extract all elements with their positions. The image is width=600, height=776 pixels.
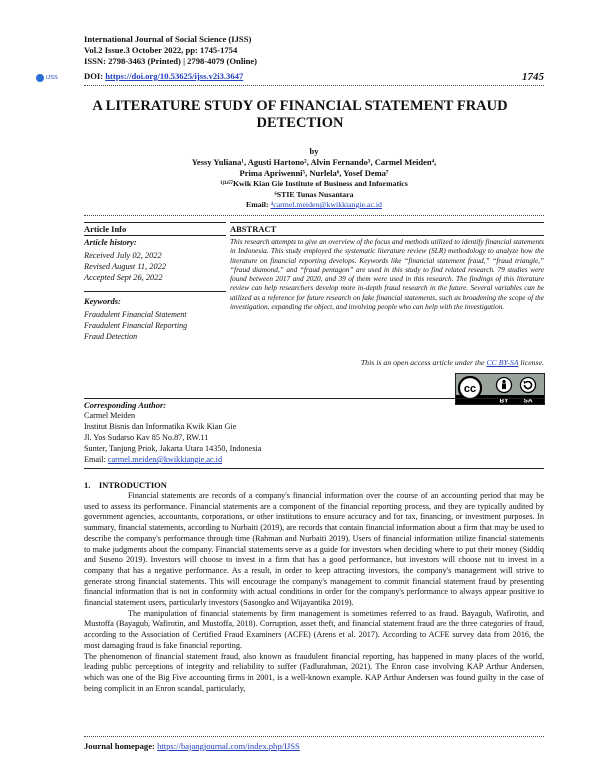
cc-logo-text: cc bbox=[463, 383, 477, 395]
affiliation-1: ¹ʲ³ʴ⁵⁷Kwik Kian Gie Institute of Business and Informatics bbox=[220, 179, 408, 188]
article-info-heading: Article Info bbox=[84, 224, 127, 234]
homepage-link[interactable]: https://bajangjournal.com/index.php/IJSS bbox=[157, 741, 300, 751]
keyword-3: Fraud Detection bbox=[84, 332, 138, 341]
journal-homepage-line bbox=[84, 741, 300, 751]
cc-by-label: BY bbox=[499, 397, 509, 404]
section-heading-introduction: 1. INTRODUCTION bbox=[84, 480, 167, 490]
intro-body bbox=[84, 491, 544, 694]
header-divider bbox=[84, 85, 544, 86]
by-person-head bbox=[502, 380, 505, 383]
doi-label: DOI: bbox=[84, 71, 106, 81]
received-date: Received July 02, 2022 bbox=[84, 251, 162, 260]
corresponding-name: Carmel Meiden bbox=[84, 411, 136, 420]
journal-issn: ISSN: 2798-3463 (Printed) | 2798-4079 (Online) bbox=[84, 56, 258, 66]
email-label: Email: bbox=[246, 200, 271, 209]
corresponding-institution: Institut Bisnis dan Informatika Kwik Kian Gie bbox=[84, 422, 237, 431]
corresponding-address-2: Sunter, Tanjung Priok, Jakarta Utara 14350, Indonesia bbox=[84, 444, 262, 453]
keyword-2: Fraudulent Financial Reporting bbox=[84, 321, 188, 330]
abstract-heading: ABSTRACT bbox=[230, 224, 277, 234]
page-number: 1745 bbox=[522, 71, 544, 83]
abstract-bottom-rule bbox=[84, 398, 544, 399]
authors-line-1: Yessy Yuliana¹, Agusti Hartono², Alvin Fernando³, Carmel Meiden⁴, bbox=[191, 157, 437, 167]
by-label: by bbox=[309, 146, 319, 156]
article-info-top-rule bbox=[84, 222, 226, 223]
corresponding-email-label: Email: bbox=[84, 455, 108, 464]
footer-divider bbox=[84, 736, 544, 737]
paper-title: A LITERATURE STUDY OF FINANCIAL STATEMENT FRAUD DETECTION bbox=[92, 98, 508, 131]
cc-license-link[interactable]: CC BY-SA bbox=[486, 358, 519, 367]
authors-line-2: Prima Apriwenni⁵, Nurlela⁶, Yosef Dema⁷ bbox=[239, 168, 389, 178]
author-email-link[interactable]: ⁴carmel.meiden@kwikkiangie.ac.id bbox=[270, 200, 382, 209]
keyword-1: Fraudulent Financial Statement bbox=[84, 310, 187, 319]
keywords-rule bbox=[84, 291, 226, 292]
authors-divider bbox=[84, 215, 544, 216]
journal-volume: Vol.2 Issue.3 October 2022, pp: 1745-1754 bbox=[84, 45, 238, 55]
revised-date: Revised August 11, 2022 bbox=[84, 262, 167, 271]
by-person-body bbox=[502, 384, 506, 390]
article-info-sub-rule bbox=[84, 235, 226, 236]
intro-paragraph-3: The phenomenon of financial statement fraud, also known as fraudulent financial reporting, has happened in many places of the world, leading public perceptions of integrity and reliability to suffer (Fadlurahman, 2021). The Enron case involving KAP Arthur Andersen, which was one of the Big Five accounting firms in 2001, is a well-known example. KAP Arthur Andersen was found guilty in the case of being complicit in an Enron scandal, particularly, bbox=[84, 651, 544, 693]
journal-name: International Journal of Social Science (IJSS) bbox=[84, 34, 252, 44]
keywords-label: Keywords: bbox=[84, 296, 121, 306]
corresponding-address-1: Jl. Yos Sudarso Kav 85 No.87, RW.11 bbox=[84, 433, 209, 442]
corresponding-email-line bbox=[84, 455, 544, 465]
corresponding-bottom-rule bbox=[84, 468, 544, 469]
abstract-sub-rule bbox=[230, 235, 544, 236]
oa-prefix: This is an open access article under the bbox=[360, 358, 487, 367]
homepage-separator: : bbox=[152, 741, 158, 751]
intro-paragraph-2: The manipulation of financial statements by firm management is sometimes referred to as fraud. Bayagub, Wafirotin, and Mustoffa (Bayagub, Wafirotin, and Mustoffa, 2018). Corruption, asset theft, and financial statement fraud are the three categories of fraud, according to the Association of Certified Fraud Examiners (ACFE) (Arens et al. 2017). According to ACFE survey data from 2016, the most damaging fraud is fake financial reporting. bbox=[84, 608, 544, 650]
abstract-text: This research attempts to give an overview of the focus and methods utilized to identify financial statements in Indonesia. This study employed the systematic literature review (SLR) methodology to analyze how the literature on financial reporting develops. Keywords like “financial statement fraud,” “fraud triangle,” “fraud diamond,” and “fraud pentagon” are used in this study to find related research. 79 studies were found between 2017 and 2020, and 39 of them were used in this research. The findings of this literature review can help researchers develop more in-depth fraud research in the future. Several variables can be utilized as a reference for future research on fake financial statements, such as broadening the scope of the investigation, expanding the object, and involving people who can help with the investigation. bbox=[230, 237, 544, 312]
corresponding-heading: Corresponding Author: bbox=[84, 400, 167, 410]
logo-mark-icon bbox=[36, 74, 44, 82]
affiliation-2: ⁶STIE Tunas Nusantara bbox=[274, 190, 354, 199]
oa-suffix: license. bbox=[518, 358, 544, 367]
intro-paragraph-1: Financial statements are records of a company's financial information over the course of an accounting period that may be used to assess its performance. Financial statements are a component of the financial reporting process, and they are typically audited by government agencies, accountants, corporations, or other institutions to ensure accuracy and for tax, financing, or investment purposes. In summary, financial statements, according to Nurbaiti (2019), are records that contain financial information about a firm that may be used to describe the company's performance through time (Rahman and Nurbaiti 2019). Users of financial information utilize financial statements to make judgments about the company. Financial statements serve as a guide for investors when deciding where to put their money (Siddiq and Suseno 2019). Investors will choose to invest in a firm that has a good performance, but investors will choose not to invest in a company that has a negative performance. As a result, in order to keep attracting investors, the company's management will strive to generate strong financial statements. This will encourage the company's management to commit financial statement fraud by presenting financial information that is not in conformity with actual conditions in order for the company's performance to always appear positive to financial statement users, particularly investors (Sasongko and Wijayantika 2019). bbox=[84, 491, 544, 608]
accepted-date: Accepted Sept 26, 2022 bbox=[84, 273, 163, 282]
author-email-line bbox=[84, 200, 544, 210]
abstract-top-rule bbox=[230, 222, 544, 223]
doi-link[interactable]: https://doi.org/10.53625/ijss.v2i3.3647 bbox=[105, 71, 244, 81]
sa-share-icon bbox=[521, 378, 536, 393]
journal-logo bbox=[36, 71, 80, 85]
logo-text: IJSS bbox=[46, 75, 58, 81]
cc-sa-label: SA bbox=[523, 397, 533, 404]
history-label: Article history: bbox=[84, 237, 137, 247]
corresponding-email-link[interactable]: carmel.meiden@kwikkiangie.ac.id bbox=[107, 455, 223, 464]
homepage-label: Journal homepage bbox=[84, 741, 153, 751]
doi-line bbox=[84, 71, 243, 81]
open-access-note bbox=[230, 358, 544, 367]
